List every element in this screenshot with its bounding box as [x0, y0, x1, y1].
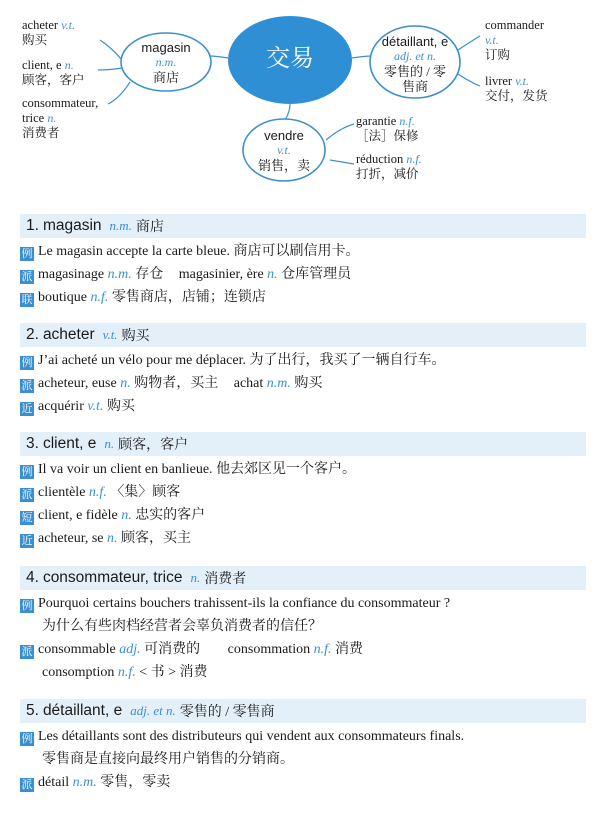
derivation-tag-icon: 派	[21, 270, 33, 283]
derived-word: magasinier, ère	[178, 267, 264, 282]
synonym-line	[20, 527, 592, 550]
synonym-tag-icon: 近	[21, 534, 33, 547]
derived-pos: n.m.	[266, 376, 291, 391]
side-acheter-pos: v.t.	[61, 18, 75, 32]
derived-pos: n.m.	[72, 775, 97, 790]
entry-number: 5.	[26, 702, 39, 719]
example-fr: J’ai acheté un vélo pour me déplacer.	[38, 353, 246, 368]
derived-pos: n.	[120, 376, 131, 391]
example-line	[20, 592, 592, 615]
entry-zh: 顾客，客户	[118, 438, 189, 453]
entry-acheter	[0, 323, 592, 418]
derived-word: magasinage	[38, 267, 105, 282]
side-consommateur-word2: trice	[22, 111, 45, 125]
related-zh: 零售商店，店铺；连锁店	[111, 290, 266, 305]
derived-word: acheteur, euse	[38, 376, 117, 391]
derived-pos: n.f.	[88, 485, 107, 500]
detaillant-node	[370, 34, 460, 94]
synonym-zh: 购买	[106, 399, 135, 414]
detaillant-node-zh2: 售商	[401, 79, 428, 94]
center-node-label: 交易	[266, 46, 314, 72]
related-line	[20, 286, 592, 309]
related-word: boutique	[38, 290, 87, 305]
example-tag-icon: 例	[21, 599, 33, 612]
derived-pos: adj.	[119, 642, 141, 657]
synonym-word: acheteur, se	[38, 531, 104, 546]
derived-zh: 〈集〉顾客	[110, 485, 181, 500]
entry-number: 4.	[26, 569, 39, 586]
side-garantie-pos: n.f.	[399, 114, 415, 128]
example-translation	[42, 748, 592, 771]
side-consommateur-pos: n.	[47, 111, 57, 125]
example-zh: 他去郊区见一个客户。	[216, 462, 357, 477]
entry-header	[20, 566, 586, 590]
entry-zh: 商店	[135, 220, 164, 235]
example-fr: Pourquoi certains bouchers trahissent-ils la confiance du consommateur ?	[38, 596, 451, 611]
derived-word: consommation	[227, 642, 311, 657]
phrase-word: client, e fidèle	[38, 508, 118, 523]
derivation-line-cont	[42, 661, 592, 684]
entry-zh: 消费者	[204, 572, 247, 587]
entry-pos: v.t.	[102, 327, 118, 342]
derived-zh: 购物者，买主	[134, 376, 219, 391]
example-line	[20, 725, 592, 748]
magasin-node	[121, 40, 211, 85]
example-fr: Les détaillants sont des distributeurs qui vendent aux consommateurs finals.	[38, 729, 465, 744]
derived-zh: 仓库管理员	[281, 267, 352, 282]
entry-word: consommateur, trice	[42, 569, 183, 586]
side-livrer-pos: v.t.	[515, 74, 529, 88]
side-livrer-word: livrer	[485, 74, 513, 88]
side-commander	[485, 18, 544, 63]
synonym-tag-icon: 近	[21, 402, 33, 415]
derived-zh: 购买	[294, 376, 323, 391]
entry-detaillant	[0, 699, 592, 794]
derived-zh: 消费	[334, 642, 363, 657]
entry-number: 3.	[26, 435, 39, 452]
entry-header	[20, 699, 586, 723]
side-commander-word: commander	[485, 18, 545, 32]
entry-pos: adj. et n.	[130, 703, 176, 718]
entry-consommateur	[0, 566, 592, 684]
derivation-tag-icon: 派	[21, 645, 33, 658]
side-client-word: client, e	[22, 58, 62, 72]
side-consommateur-word1: consommateur,	[22, 96, 99, 110]
synonym-line	[20, 395, 592, 418]
derived-pos: n.m.	[107, 267, 132, 282]
side-client	[22, 58, 85, 88]
example-tag-icon: 例	[21, 356, 33, 369]
side-client-zh: 顾客，客户	[22, 73, 85, 87]
derivation-line	[20, 481, 592, 504]
derived-zh: 存仓	[135, 267, 164, 282]
side-commander-pos: v.t.	[485, 33, 499, 47]
detaillant-node-word: détaillant, e	[381, 34, 449, 49]
related-pos: n.f.	[90, 290, 109, 305]
example-zh: 为什么有些肉档经营者会辜负消费者的信任？	[42, 619, 322, 634]
side-livrer	[485, 74, 548, 104]
example-fr: Il va voir un client en banlieue.	[38, 462, 213, 477]
derivation-tag-icon: 派	[21, 379, 33, 392]
side-client-pos: n.	[64, 58, 74, 72]
synonym-zh: 顾客，买主	[121, 531, 192, 546]
vendre-node-pos: v.t.	[277, 143, 291, 157]
derived-pos: n.f.	[313, 642, 332, 657]
side-acheter-word: acheter	[22, 18, 59, 32]
vendre-node-zh: 销售，卖	[257, 158, 310, 173]
derivation-line	[20, 263, 592, 286]
derived-zh: < 书 > 消费	[139, 665, 208, 680]
side-acheter-zh: 购买	[22, 33, 48, 47]
detaillant-node-pos: adj. et n.	[394, 49, 436, 63]
derived-zh: 可消费的	[144, 642, 201, 657]
example-zh: 商店可以刷信用卡。	[233, 244, 360, 259]
example-tag-icon: 例	[21, 247, 33, 260]
side-acheter	[22, 18, 75, 48]
side-garantie-zh: ［法］保修	[356, 129, 419, 143]
example-tag-icon: 例	[21, 732, 33, 745]
example-fr: Le magasin accepte la carte bleue.	[38, 244, 230, 259]
entry-client	[0, 432, 592, 550]
derivation-line	[20, 372, 592, 395]
synonym-pos: v.t.	[87, 399, 104, 414]
derived-pos: n.	[267, 267, 278, 282]
phrase-line	[20, 504, 592, 527]
derived-word: consomption	[42, 665, 115, 680]
side-consommateur-zh: 消费者	[22, 126, 60, 140]
related-tag-icon: 联	[21, 293, 33, 306]
side-consommateur	[22, 96, 98, 141]
entry-word: détaillant, e	[42, 702, 123, 719]
vendre-node	[243, 128, 325, 173]
derived-word: achat	[233, 376, 264, 391]
example-line	[20, 349, 592, 372]
derivation-tag-icon: 派	[21, 488, 33, 501]
side-livrer-zh: 交付，发货	[485, 89, 548, 103]
example-translation	[42, 615, 592, 638]
detaillant-node-zh1: 零售的 / 零	[383, 64, 447, 79]
entry-word: client, e	[42, 435, 97, 452]
entry-magasin	[0, 214, 592, 309]
derivation-line	[20, 638, 592, 661]
derivation-tag-icon: 派	[21, 778, 33, 791]
entry-header	[20, 214, 586, 238]
entry-zh: 零售的 / 零售商	[179, 705, 275, 720]
phrase-tag-icon: 短	[21, 511, 33, 524]
entry-zh: 购买	[121, 329, 150, 344]
phrase-zh: 忠实的客户	[135, 508, 206, 523]
side-garantie	[356, 114, 419, 144]
side-commander-zh: 订购	[485, 48, 511, 62]
phrase-pos: n.	[121, 508, 132, 523]
derived-word: consommable	[38, 642, 116, 657]
side-reduction-word: réduction	[356, 152, 404, 166]
example-line	[20, 240, 592, 263]
example-zh: 为了出行，我买了一辆自行车。	[249, 353, 446, 368]
example-zh: 零售商是直接向最终用户销售的分销商。	[42, 752, 294, 767]
entry-word: acheter	[42, 326, 95, 343]
side-reduction	[356, 152, 422, 182]
vendre-node-word: vendre	[264, 128, 304, 143]
entry-pos: n.m.	[109, 218, 132, 233]
side-reduction-pos: n.f.	[406, 152, 422, 166]
example-line	[20, 458, 592, 481]
entry-header	[20, 323, 586, 347]
entry-pos: n.	[190, 570, 201, 585]
mind-map	[0, 0, 592, 205]
side-garantie-word: garantie	[356, 114, 397, 128]
entry-pos: n.	[104, 436, 115, 451]
synonym-word: acquérir	[38, 399, 84, 414]
magasin-node-word: magasin	[141, 40, 191, 55]
magasin-node-pos: n.m.	[155, 55, 177, 69]
synonym-pos: n.	[107, 531, 118, 546]
side-reduction-zh: 打折，减价	[356, 167, 419, 181]
derived-word: clientèle	[38, 485, 86, 500]
derived-pos: n.f.	[117, 665, 136, 680]
example-tag-icon: 例	[21, 465, 33, 478]
derivation-line	[20, 771, 592, 794]
entry-number: 2.	[26, 326, 39, 343]
entry-number: 1.	[26, 217, 39, 234]
derived-word: détail	[38, 775, 70, 790]
magasin-node-zh: 商店	[152, 70, 179, 85]
derived-zh: 零售，零卖	[100, 775, 171, 790]
entry-word: magasin	[42, 217, 102, 234]
entry-header	[20, 432, 586, 456]
